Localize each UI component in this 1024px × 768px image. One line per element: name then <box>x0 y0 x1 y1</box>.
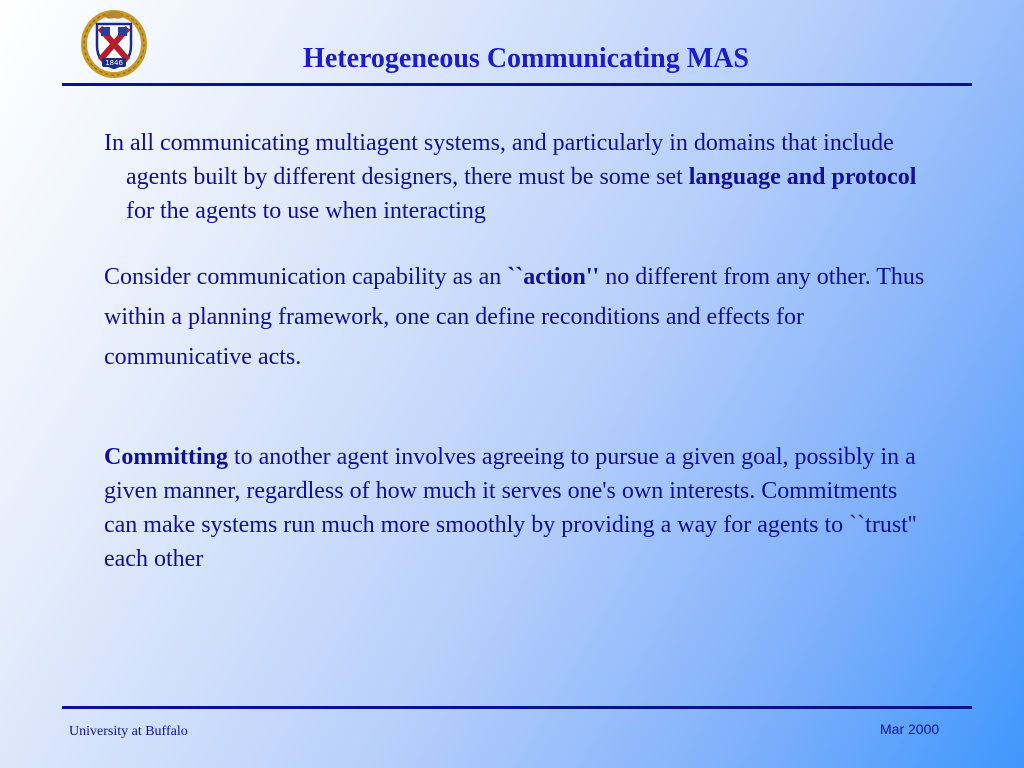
title-divider <box>62 83 972 86</box>
p2-text-1: Consider communication capability as an <box>104 264 508 290</box>
p1-text-2: for the agents to use when interacting <box>126 198 486 224</box>
slide-body <box>104 126 934 576</box>
paragraph-committing <box>104 440 934 576</box>
slide-title: Heterogeneous Communicating MAS <box>303 43 749 74</box>
footer-divider <box>62 706 972 709</box>
p1-text-1: In all communicating multiagent systems, and particularly in domains that include agents built by different designers, there must be some set <box>104 130 894 190</box>
p2-text-2: no different from any other. Thus within a planning framework, one can define reconditions and effects for communicative acts. <box>104 264 925 370</box>
p1-bold-language-protocol: language and protocol <box>688 164 917 190</box>
p3-text-1: to another agent involves agreeing to pursue a given goal, possibly in a given manner, regardless of how much it serves one's own interests. Commitments can make systems run much more smoothly by providing a way for agents to ``trust'' each other <box>104 444 917 572</box>
footer-date: Mar 2000 <box>880 721 940 737</box>
p2-bold-action: ``action'' <box>507 264 600 290</box>
seal-year: 1846 <box>105 59 123 67</box>
paragraph-language-protocol <box>104 126 934 228</box>
p3-bold-committing: Committing <box>104 444 228 470</box>
paragraph-communication-action <box>104 257 934 377</box>
footer-institution: University at Buffalo <box>69 724 188 739</box>
